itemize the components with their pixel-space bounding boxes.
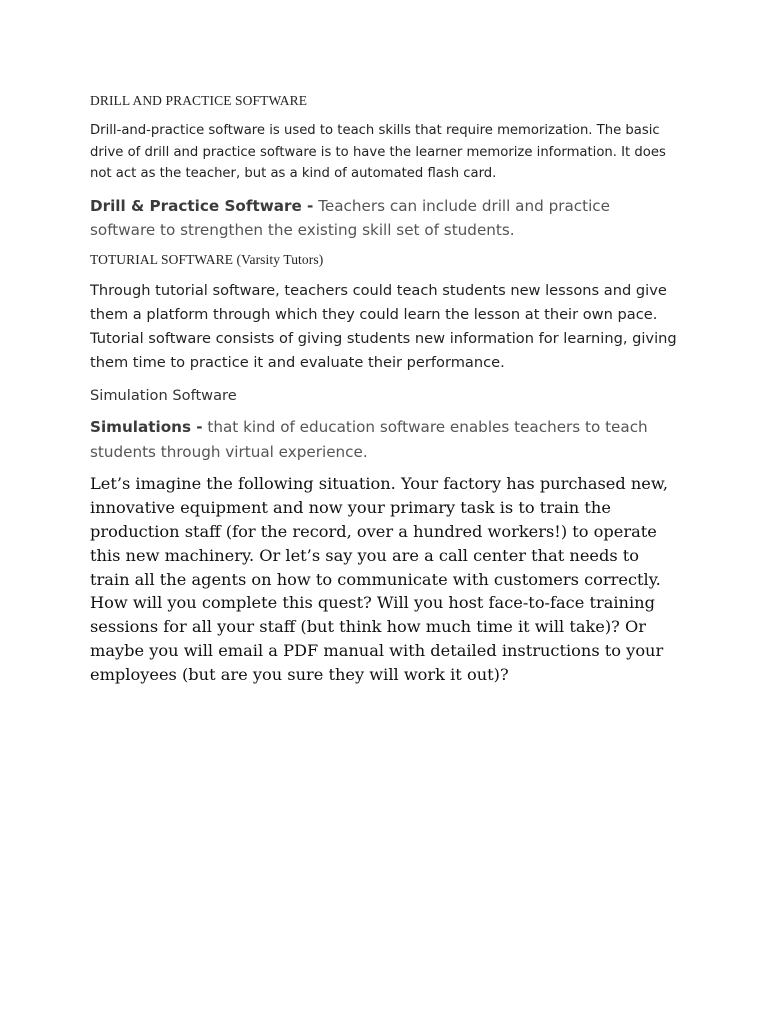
drill-heading: DRILL AND PRACTICE SOFTWARE [90, 93, 308, 108]
tutorial-heading: TOTURIAL SOFTWARE (Varsity Tutors) [90, 251, 324, 267]
drill-practice-lead: Drill & Practice Software - [90, 196, 314, 215]
tutorial-body: Through tutorial software, teachers could teach students new lessons and give them a platform through which they could learn the lesson at their own pace. Tutorial software consists of giving students new information for learning, giving them time to practice it and evaluate their performance. [90, 281, 677, 372]
drill-description: Drill-and-practice software is used to teach skills that require memorization. The basic drive of drill and practice software is to have the learner memorize information. It does not act as the teacher, but as a kind of automated flash card. [90, 123, 666, 181]
simulation-heading: Simulation Software [90, 387, 237, 405]
simulation-lead: Simulations - [90, 418, 203, 437]
simulation-scenario: Let’s imagine the following situation. Your factory has purchased new, innovative equipment and now your primary task is to train the production staff (for the record, over a hundred workers!) to operate this new machinery. Or let’s say you are a call center that needs to train all the agents on how to communicate with customers correctly. How will you complete this quest? Will you host face-to-face training sessions for all your staff (but think how much time it will take)? Or maybe you will email a PDF manual with detailed instructions to your employees (but are you sure they will work it out)? [90, 474, 668, 684]
simulation-text: that kind of education software enables teachers to teach students through virtual experience. [90, 418, 648, 461]
drill-practice-paragraph [90, 194, 678, 243]
drill-practice-text: Teachers can include drill and practice software to strengthen the existing skill set of students. [90, 196, 610, 239]
simulation-paragraph [90, 415, 678, 464]
